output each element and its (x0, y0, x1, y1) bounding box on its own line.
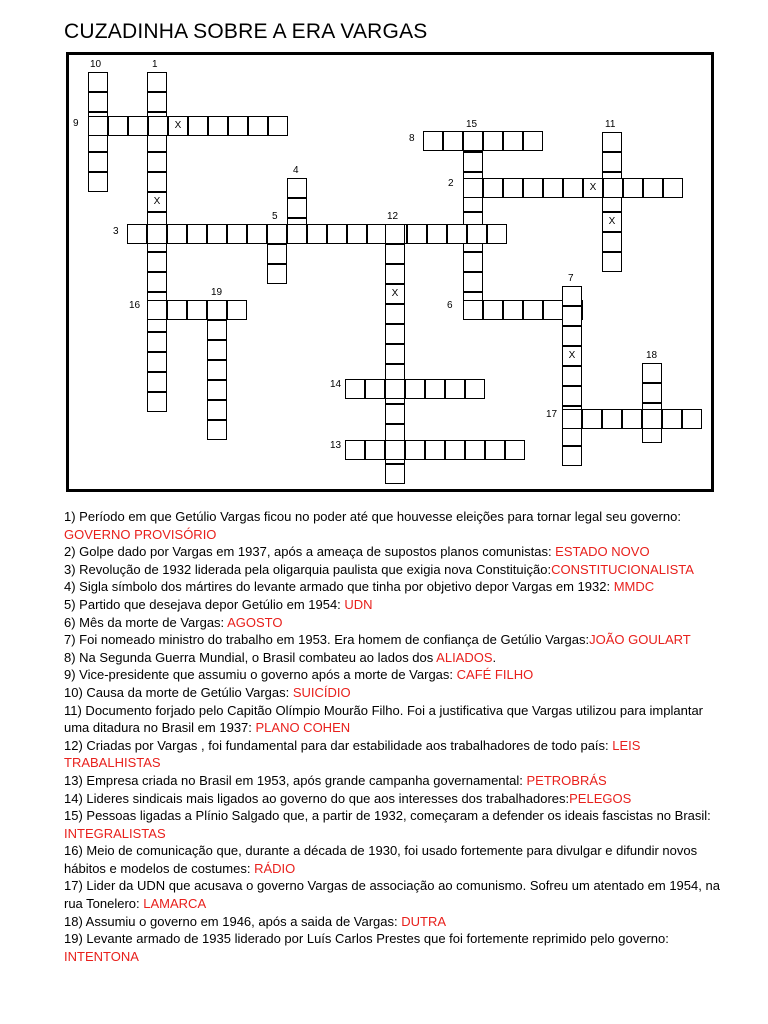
crossword-cell (385, 464, 405, 484)
clue-number: 1 (152, 59, 158, 70)
clue-item (64, 684, 724, 702)
clue-text: 10) Causa da morte de Getúlio Vargas: (64, 684, 293, 700)
crossword-cell (385, 379, 405, 399)
cell-marker: X (608, 216, 616, 227)
clue-text: 15) Pessoas ligadas a Plínio Salgado que, a partir de 1932, começaram a defender os ideais fascistas no Brasil: (64, 808, 711, 824)
clue-answer: SUICÍDIO (292, 684, 351, 700)
crossword-cell (128, 116, 148, 136)
clue-number: 13 (330, 440, 342, 451)
crossword-cell (207, 224, 227, 244)
crossword-cell (425, 379, 445, 399)
crossword-cell (463, 152, 483, 172)
crossword-cell (465, 379, 485, 399)
crossword-cell (483, 131, 503, 151)
crossword-cell (207, 300, 227, 320)
crossword-cell (562, 409, 582, 429)
crossword-cell (327, 224, 347, 244)
crossword-cell (287, 178, 307, 198)
crossword-cell (88, 72, 108, 92)
crossword-cell (207, 420, 227, 440)
clue-text: 11) Documento forjado pelo Capitão Olímpio Mourão Filho. Foi a justificativa que Vargas utilizou para implantar uma ditadura no Brasil em 1937: (64, 702, 704, 736)
crossword-cell (345, 440, 365, 460)
crossword-cell (385, 244, 405, 264)
crossword-cell (443, 131, 463, 151)
crossword-cell (562, 306, 582, 326)
clue-answer: DUTRA (401, 913, 447, 929)
clue-number: 19 (211, 287, 223, 298)
crossword-cell (602, 409, 622, 429)
cell-marker: X (589, 182, 597, 193)
crossword-cell (425, 440, 445, 460)
crossword-cell (188, 116, 208, 136)
clue-number: 12 (387, 211, 399, 222)
clue-answer: ALIADOS (436, 649, 493, 665)
crossword-cell (287, 224, 307, 244)
crossword-cell (88, 116, 108, 136)
crossword-cell (227, 224, 247, 244)
crossword-cell (503, 131, 523, 151)
crossword-cell (167, 300, 187, 320)
clue-number: 2 (448, 178, 454, 189)
clue-suffix: . (492, 649, 497, 665)
crossword-cell (148, 116, 168, 136)
crossword-cell (562, 366, 582, 386)
crossword-cell (267, 224, 287, 244)
crossword-cell (463, 300, 483, 320)
clue-answer: LAMARCA (143, 896, 207, 912)
clue-answer: PELEGOS (569, 790, 632, 806)
clue-text: 19) Levante armado de 1935 liderado por Luís Carlos Prestes que foi fortemente reprimido pelo governo: (64, 931, 669, 947)
crossword-cell (248, 116, 268, 136)
crossword-cell (385, 440, 405, 460)
crossword-cell (523, 300, 543, 320)
clue-answer: CONSTITUCIONALISTA (551, 561, 694, 577)
clue-item (64, 790, 724, 808)
crossword-cell (563, 178, 583, 198)
crossword-cell (643, 178, 663, 198)
clue-number: 4 (293, 165, 299, 176)
crossword-cell (365, 440, 385, 460)
crossword-cell (147, 72, 167, 92)
clue-number: 3 (113, 226, 119, 237)
crossword-cell (642, 409, 662, 429)
crossword-cell (147, 372, 167, 392)
crossword-cell (682, 409, 702, 429)
crossword-cell (187, 224, 207, 244)
crossword-cell (447, 224, 467, 244)
crossword-cell (445, 440, 465, 460)
crossword-cell (147, 352, 167, 372)
clue-number: 17 (546, 409, 558, 420)
clue-text: 12) Criadas por Vargas , foi fundamental para dar estabilidade aos trabalhadores de todo país: (64, 737, 613, 753)
crossword-cell (267, 264, 287, 284)
crossword-cell (562, 386, 582, 406)
cell-marker: X (391, 288, 399, 299)
crossword-cell (147, 172, 167, 192)
crossword-cell (227, 300, 247, 320)
clue-number: 7 (568, 273, 574, 284)
clue-text: 9) Vice-presidente que assumiu o governo após a morte de Vargas: (64, 667, 457, 683)
crossword-cell (562, 446, 582, 466)
crossword-cell (147, 332, 167, 352)
clue-answer: INTENTONA (64, 948, 139, 964)
crossword-cell (622, 409, 642, 429)
crossword-cell (207, 400, 227, 420)
clue-answer: LEIS TRABALHISTAS (64, 737, 641, 771)
clue-item (64, 807, 724, 842)
clue-item (64, 596, 724, 614)
crossword-cell (307, 224, 327, 244)
clue-text: 1) Período em que Getúlio Vargas ficou no poder até que houvesse eleições para tornar legal seu governo: (64, 509, 681, 524)
crossword-cell (187, 300, 207, 320)
crossword-cell (603, 178, 623, 198)
cell-marker: X (174, 120, 182, 131)
clue-item (64, 842, 724, 877)
crossword-cell (207, 340, 227, 360)
clue-number: 11 (605, 119, 616, 130)
crossword-cell (405, 440, 425, 460)
crossword-cell (662, 409, 682, 429)
clue-list (64, 508, 724, 965)
crossword-cell (602, 252, 622, 272)
clue-answer: MMDC (613, 579, 655, 595)
clue-text: 17) Lider da UDN que acusava o governo Vargas de associação ao comunismo. Sofreu um atentado em 1954, na rua Tonelero: (64, 878, 720, 912)
crossword-cell (365, 379, 385, 399)
clue-text: 13) Empresa criada no Brasil em 1953, após grande campanha governamental: (64, 772, 527, 788)
crossword-cell (207, 380, 227, 400)
clue-item (64, 578, 724, 596)
crossword-cell (208, 116, 228, 136)
clue-text: 8) Na Segunda Guerra Mundial, o Brasil combateu ao lados dos (64, 649, 437, 665)
clue-item (64, 737, 724, 772)
crossword-cell (127, 224, 147, 244)
crossword-cell (147, 152, 167, 172)
crossword-cell (463, 131, 483, 151)
clue-item (64, 631, 724, 649)
clue-item (64, 877, 724, 912)
crossword-cell (582, 409, 602, 429)
clue-text: 4) Sigla símbolo dos mártires do levante armado que tinha por objetivo depor Vargas em 1932: (64, 579, 614, 595)
clue-item (64, 508, 724, 543)
crossword-cell (463, 178, 483, 198)
crossword-cell (562, 326, 582, 346)
crossword-cell (147, 224, 167, 244)
clue-item (64, 649, 724, 667)
clue-number: 16 (129, 300, 141, 311)
crossword-cell (367, 224, 387, 244)
clue-text: 6) Mês da morte de Vargas: (64, 614, 228, 630)
crossword-cell (642, 383, 662, 403)
crossword-cell (385, 344, 405, 364)
crossword-cell (483, 300, 503, 320)
crossword-cell (385, 324, 405, 344)
clue-number: 5 (272, 211, 278, 222)
crossword-cell (228, 116, 248, 136)
clue-text: 14) Lideres sindicais mais ligados ao governo do que aos interesses dos trabalhadores: (64, 790, 570, 806)
clue-text: 2) Golpe dado por Vargas em 1937, após a ameaça de supostos planos comunistas: (64, 544, 556, 560)
crossword-cell (108, 116, 128, 136)
crossword-cell (602, 232, 622, 252)
crossword-cell (663, 178, 683, 198)
crossword-cell (147, 252, 167, 272)
crossword-cell (427, 224, 447, 244)
clue-number: 8 (409, 133, 415, 144)
crossword-cell (562, 426, 582, 446)
clue-item (64, 543, 724, 561)
crossword-cell (147, 272, 167, 292)
clue-answer: INTEGRALISTAS (64, 825, 166, 841)
crossword-cell (147, 300, 167, 320)
clue-number: 14 (330, 379, 342, 390)
clue-answer: GOVERNO PROVISÓRIO (64, 526, 217, 542)
clue-number: 10 (90, 59, 102, 70)
clue-text: 16) Meio de comunicação que, durante a década de 1930, foi usado fortemente para divulgar e difundir novos hábitos e modelos de costumes: (64, 843, 698, 876)
crossword-cell (207, 360, 227, 380)
crossword-cell (247, 224, 267, 244)
clue-answer: RÁDIO (254, 860, 296, 876)
crossword-cell (543, 300, 563, 320)
clue-text: 18) Assumiu o governo em 1946, após a saida de Vargas: (64, 913, 402, 929)
clue-answer: AGOSTO (227, 614, 283, 630)
crossword-cell (467, 224, 487, 244)
clue-item (64, 930, 724, 965)
clue-text: 7) Foi nomeado ministro do trabalho em 1953. Era homem de confiança de Getúlio Vargas: (64, 632, 590, 648)
clue-answer: PLANO COHEN (255, 720, 351, 736)
clue-item (64, 614, 724, 632)
crossword-cell (503, 178, 523, 198)
clue-number: 9 (73, 118, 79, 129)
crossword-cell (602, 152, 622, 172)
crossword-cell (423, 131, 443, 151)
crossword-cell (147, 92, 167, 112)
crossword-cell (487, 224, 507, 244)
crossword-cell (445, 379, 465, 399)
clue-item (64, 666, 724, 684)
crossword-cell (623, 178, 643, 198)
crossword-cell (88, 92, 108, 112)
crossword-cell (642, 363, 662, 383)
crossword-cell (88, 152, 108, 172)
crossword-cell (463, 252, 483, 272)
clue-item (64, 561, 724, 579)
clue-text: 3) Revolução de 1932 liderada pela oligarquia paulista que exigia nova Constituição: (64, 561, 552, 577)
crossword-cell (347, 224, 367, 244)
clue-item (64, 913, 724, 931)
clue-number: 6 (447, 300, 453, 311)
crossword-cell (465, 440, 485, 460)
crossword-cell (207, 320, 227, 340)
crossword-cell (602, 132, 622, 152)
cell-marker: X (153, 196, 161, 207)
crossword-cell (345, 379, 365, 399)
crossword-cell (405, 379, 425, 399)
crossword-grid (0, 0, 768, 500)
crossword-cell (287, 198, 307, 218)
crossword-cell (543, 178, 563, 198)
crossword-cell (385, 224, 405, 244)
cell-marker: X (568, 350, 576, 361)
clue-number: 15 (466, 119, 478, 130)
clue-item (64, 772, 724, 790)
crossword-cell (523, 131, 543, 151)
crossword-cell (385, 264, 405, 284)
crossword-cell (463, 272, 483, 292)
crossword-cell (562, 286, 582, 306)
clue-item (64, 702, 724, 737)
clue-answer: CAFÉ FILHO (456, 667, 534, 683)
crossword-cell (167, 224, 187, 244)
crossword-cell (523, 178, 543, 198)
crossword-cell (407, 224, 427, 244)
crossword-cell (267, 244, 287, 264)
crossword-cell (385, 304, 405, 324)
crossword-cell (485, 440, 505, 460)
clue-answer: JOÃO GOULART (589, 632, 691, 648)
clue-answer: PETROBRÁS (526, 772, 607, 788)
crossword-cell (505, 440, 525, 460)
crossword-cell (503, 300, 523, 320)
crossword-cell (483, 178, 503, 198)
crossword-cell (147, 392, 167, 412)
clue-answer: UDN (344, 596, 373, 612)
clue-number: 18 (646, 350, 658, 361)
clue-answer: ESTADO NOVO (555, 544, 650, 560)
page-title: CUZADINHA SOBRE A ERA VARGAS (64, 20, 428, 43)
clue-text: 5) Partido que desejava depor Getúlio em 1954: (64, 596, 345, 612)
crossword-cell (385, 404, 405, 424)
crossword-cell (88, 172, 108, 192)
crossword-cell (268, 116, 288, 136)
